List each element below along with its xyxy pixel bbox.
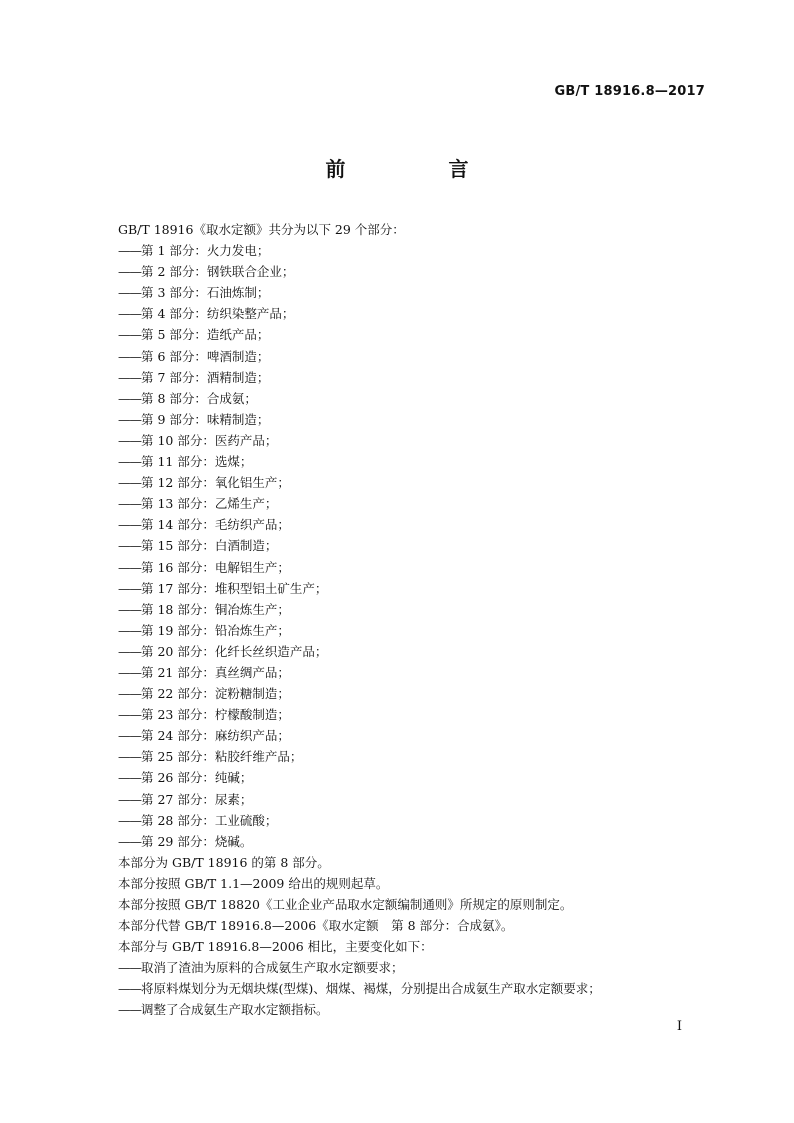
part-item <box>118 725 698 746</box>
part-item <box>118 514 698 535</box>
part-item-text: 第 10 部分：医药产品； <box>141 432 278 448</box>
list-dash: —— <box>118 791 141 807</box>
statement-line-text: 本部分按照 GB/T 1.1—2009 给出的规则起草。 <box>118 875 389 891</box>
part-item <box>118 810 698 831</box>
part-item <box>118 493 698 514</box>
part-item-text: 第 12 部分：氧化铝生产； <box>141 475 290 491</box>
statement-line <box>118 936 698 957</box>
part-item-text: 第 19 部分：铅冶炼生产； <box>141 622 290 638</box>
part-item <box>118 662 698 683</box>
statement-line-text: 本部分按照 GB/T 18820《工业企业产品取水定额编制通则》所规定的原则制定。 <box>118 897 573 912</box>
part-item-text: 第 8 部分：合成氨； <box>141 390 257 406</box>
list-dash: —— <box>118 475 141 491</box>
part-item <box>118 535 698 556</box>
part-item-text: 第 5 部分：造纸产品； <box>141 327 270 343</box>
list-dash: —— <box>118 601 141 617</box>
list-dash: —— <box>118 306 141 322</box>
list-dash: —— <box>118 454 141 470</box>
part-item-text: 第 24 部分：麻纺织产品； <box>141 728 290 744</box>
part-item-text: 第 14 部分：毛纺织产品； <box>141 517 290 533</box>
part-item-text: 第 1 部分：火力发电； <box>141 243 270 259</box>
change-item-text: 取消了渣油为原料的合成氨生产取水定额要求； <box>141 960 404 976</box>
part-item-text: 第 13 部分：乙烯生产； <box>141 496 278 512</box>
change-item-text: 将原料煤划分为无烟块煤(型煤)、烟煤、褐煤，分别提出合成氨生产取水定额要求； <box>141 981 601 997</box>
part-item <box>118 683 698 704</box>
parts-list <box>118 240 698 852</box>
list-dash: —— <box>118 411 141 427</box>
part-item <box>118 557 698 578</box>
part-item <box>118 599 698 620</box>
part-item-text: 第 11 部分：选煤； <box>141 454 253 470</box>
part-item <box>118 388 698 409</box>
part-item-text: 第 3 部分：石油炼制； <box>141 285 270 301</box>
change-item <box>118 978 698 999</box>
changes-list <box>118 957 698 1020</box>
part-item <box>118 303 698 324</box>
part-item-text: 第 4 部分：纺织染整产品； <box>141 306 295 322</box>
list-dash: —— <box>118 580 141 596</box>
part-item <box>118 641 698 662</box>
intro-text: GB/T 18916《取水定额》共分为以下 29 个部分： <box>118 222 405 237</box>
part-item-text: 第 25 部分：粘胶纤维产品； <box>141 749 303 765</box>
part-item <box>118 324 698 345</box>
page-title: 前 言 <box>325 157 517 181</box>
part-item-text: 第 29 部分：烧碱。 <box>141 833 253 849</box>
statement-line-text: 本部分代替 GB/T 18916.8—2006《取水定额 第 8 部分：合成氨》。 <box>118 918 514 934</box>
list-dash: —— <box>118 707 141 723</box>
page-number: I <box>676 1019 682 1034</box>
part-item-text: 第 9 部分：味精制造； <box>141 411 270 427</box>
list-dash: —— <box>118 559 141 575</box>
part-item-text: 第 26 部分：纯碱； <box>141 770 253 786</box>
part-item <box>118 409 698 430</box>
part-item <box>118 704 698 725</box>
list-dash: —— <box>118 749 141 765</box>
list-dash: —— <box>118 728 141 744</box>
part-item <box>118 261 698 282</box>
list-dash: —— <box>118 285 141 301</box>
list-dash: —— <box>118 538 141 554</box>
list-dash: —— <box>118 390 141 406</box>
statements-list <box>118 852 698 957</box>
change-item-text: 调整了合成氨生产取水定额指标。 <box>141 1002 329 1018</box>
part-item-text: 第 20 部分：化纤长丝织造产品； <box>141 643 328 659</box>
part-item-text: 第 28 部分：工业硫酸； <box>141 812 278 828</box>
statement-line <box>118 915 698 936</box>
part-item-text: 第 21 部分：真丝绸产品； <box>141 664 290 680</box>
list-dash: —— <box>118 432 141 448</box>
part-item <box>118 578 698 599</box>
statement-line <box>118 894 698 915</box>
statement-line-text: 本部分为 GB/T 18916 的第 8 部分。 <box>118 854 330 870</box>
part-item <box>118 282 698 303</box>
change-item <box>118 999 698 1020</box>
part-item <box>118 346 698 367</box>
list-dash: —— <box>118 243 141 259</box>
change-item <box>118 957 698 978</box>
part-item-text: 第 6 部分：啤酒制造； <box>141 348 270 364</box>
list-dash: —— <box>118 1002 141 1018</box>
list-dash: —— <box>118 686 141 702</box>
part-item <box>118 789 698 810</box>
part-item-text: 第 15 部分：白酒制造； <box>141 538 278 554</box>
list-dash: —— <box>118 981 141 997</box>
part-item <box>118 451 698 472</box>
statement-line-text: 本部分与 GB/T 18916.8—2006 相比，主要变化如下： <box>118 939 433 955</box>
list-dash: —— <box>118 622 141 638</box>
standard-number: GB/T 18916.8—2017 <box>554 84 705 99</box>
list-dash: —— <box>118 643 141 659</box>
list-dash: —— <box>118 812 141 828</box>
part-item <box>118 472 698 493</box>
part-item-text: 第 7 部分：酒精制造； <box>141 369 270 385</box>
statement-line <box>118 852 698 873</box>
list-dash: —— <box>118 496 141 512</box>
part-item <box>118 831 698 852</box>
list-dash: —— <box>118 517 141 533</box>
part-item-text: 第 27 部分：尿素； <box>141 791 253 807</box>
part-item-text: 第 23 部分：柠檬酸制造； <box>141 707 290 723</box>
part-item-text: 第 16 部分：电解铝生产； <box>141 559 290 575</box>
part-item-text: 第 22 部分：淀粉糖制造； <box>141 686 290 702</box>
list-dash: —— <box>118 770 141 786</box>
part-item <box>118 746 698 767</box>
part-item <box>118 430 698 451</box>
list-dash: —— <box>118 664 141 680</box>
list-dash: —— <box>118 348 141 364</box>
statement-line <box>118 873 698 894</box>
list-dash: —— <box>118 960 141 976</box>
list-dash: —— <box>118 833 141 849</box>
part-item <box>118 367 698 388</box>
list-dash: —— <box>118 369 141 385</box>
part-item-text: 第 17 部分：堆积型铝土矿生产； <box>141 580 328 596</box>
document-body <box>118 219 698 1021</box>
list-dash: —— <box>118 327 141 343</box>
part-item-text: 第 18 部分：铜冶炼生产； <box>141 601 290 617</box>
part-item <box>118 620 698 641</box>
part-item-text: 第 2 部分：钢铁联合企业； <box>141 264 295 280</box>
part-item <box>118 240 698 261</box>
list-dash: —— <box>118 264 141 280</box>
part-item <box>118 767 698 788</box>
